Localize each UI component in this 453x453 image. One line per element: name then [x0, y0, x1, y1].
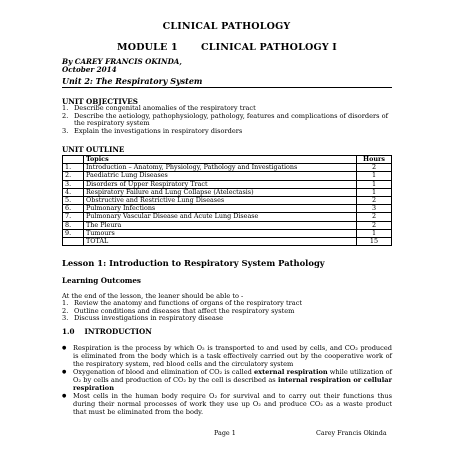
table-row: 9. Tumours 1 [63, 229, 392, 237]
divider [62, 87, 392, 88]
outline-heading: UNIT OUTLINE [62, 145, 125, 154]
module-label: MODULE 1 [117, 42, 178, 53]
outcome-item: 2. Outline conditions and diseases that affect the respiratory system [62, 306, 295, 315]
table-row: 2. Paediatric Lung Diseases 1 [63, 172, 392, 180]
module-title: CLINICAL PATHOLOGY I [201, 42, 337, 53]
page-number: Page 1 [214, 429, 236, 437]
objective-item: 3. Explain the investigations in respiratory disorders [62, 126, 243, 135]
table-row: 7. Pulmonary Vascular Disease and Acute Lung Disease 2 [63, 213, 392, 221]
document-title: CLINICAL PATHOLOGY [162, 21, 291, 32]
table-total-row: TOTAL 15 [63, 238, 392, 246]
bullet-item: ● Respiration is the process by which O₂ is transported to and used by cells, and CO₂ produced is eliminated from the body which is a task effectively carried out by the cooperative work of the respiratory system, red blood cells and the circulatory system [62, 344, 392, 368]
table-row: 8. The Pleura 2 [63, 221, 392, 229]
bullet-item: ● Oxygenation of blood and elimination of CO₂ is called external respiration while utilization of O₂ by cells and production of CO₂ by the cell is described as internal respiration or cellular respiration [62, 368, 392, 392]
learning-outcomes-heading: Learning Outcomes [62, 276, 141, 285]
author-line: By CAREY FRANCIS OKINDA, [62, 57, 182, 66]
objective-item: 2. Describe the aetiology, pathophysiology, pathology, features and complications of disorders of the respiratory system [62, 111, 389, 128]
outcome-item: 1. Review the anatomy and functions of organs of the respiratory tract [62, 299, 303, 307]
outcome-item: 3. Discuss investigations in respiratory disease [62, 314, 224, 323]
table-row: 3. Disorders of Upper Respiratory Tract 1 [63, 180, 392, 188]
objectives-heading: UNIT OBJECTIVES [62, 97, 138, 106]
footer-author: Carey Francis Okinda [316, 429, 387, 437]
introduction-heading: 1.0 INTRODUCTION [62, 327, 152, 336]
outline-table [62, 155, 392, 246]
bullet-item: ● Most cells in the human body require O₂ for survival and to carry out their functions thus during their normal processes of work they use up O₂ and produce CO₂ as a waste product that must be eliminated from the body. [62, 392, 392, 416]
table-row: 4. Respiratory Failure and Lung Collapse (Atelectasis) 1 [63, 188, 392, 196]
unit-title: Unit 2: The Respiratory System [62, 76, 203, 86]
objectives-list [62, 105, 392, 135]
date-line: October 2014 [62, 65, 117, 74]
column-header-topics: Topics [84, 156, 357, 164]
outcomes-intro: At the end of the lesson, the leaner should be able to - [62, 292, 244, 300]
objective-item: 1. Describe congenital anomalies of the respiratory tract [62, 104, 256, 112]
table-row: 1. Introduction – Anatomy, Physiology, Pathology and Investigations 2 [63, 164, 392, 172]
outcomes-list [62, 300, 392, 323]
introduction-bullets [62, 344, 392, 416]
table-row: 5. Obstructive and Restrictive Lung Diseases 2 [63, 197, 392, 205]
lesson-title: Lesson 1: Introduction to Respiratory System Pathology [62, 258, 325, 268]
table-row: 6. Pulmonary Infections 3 [63, 205, 392, 213]
column-header-hours: Hours [357, 156, 392, 164]
